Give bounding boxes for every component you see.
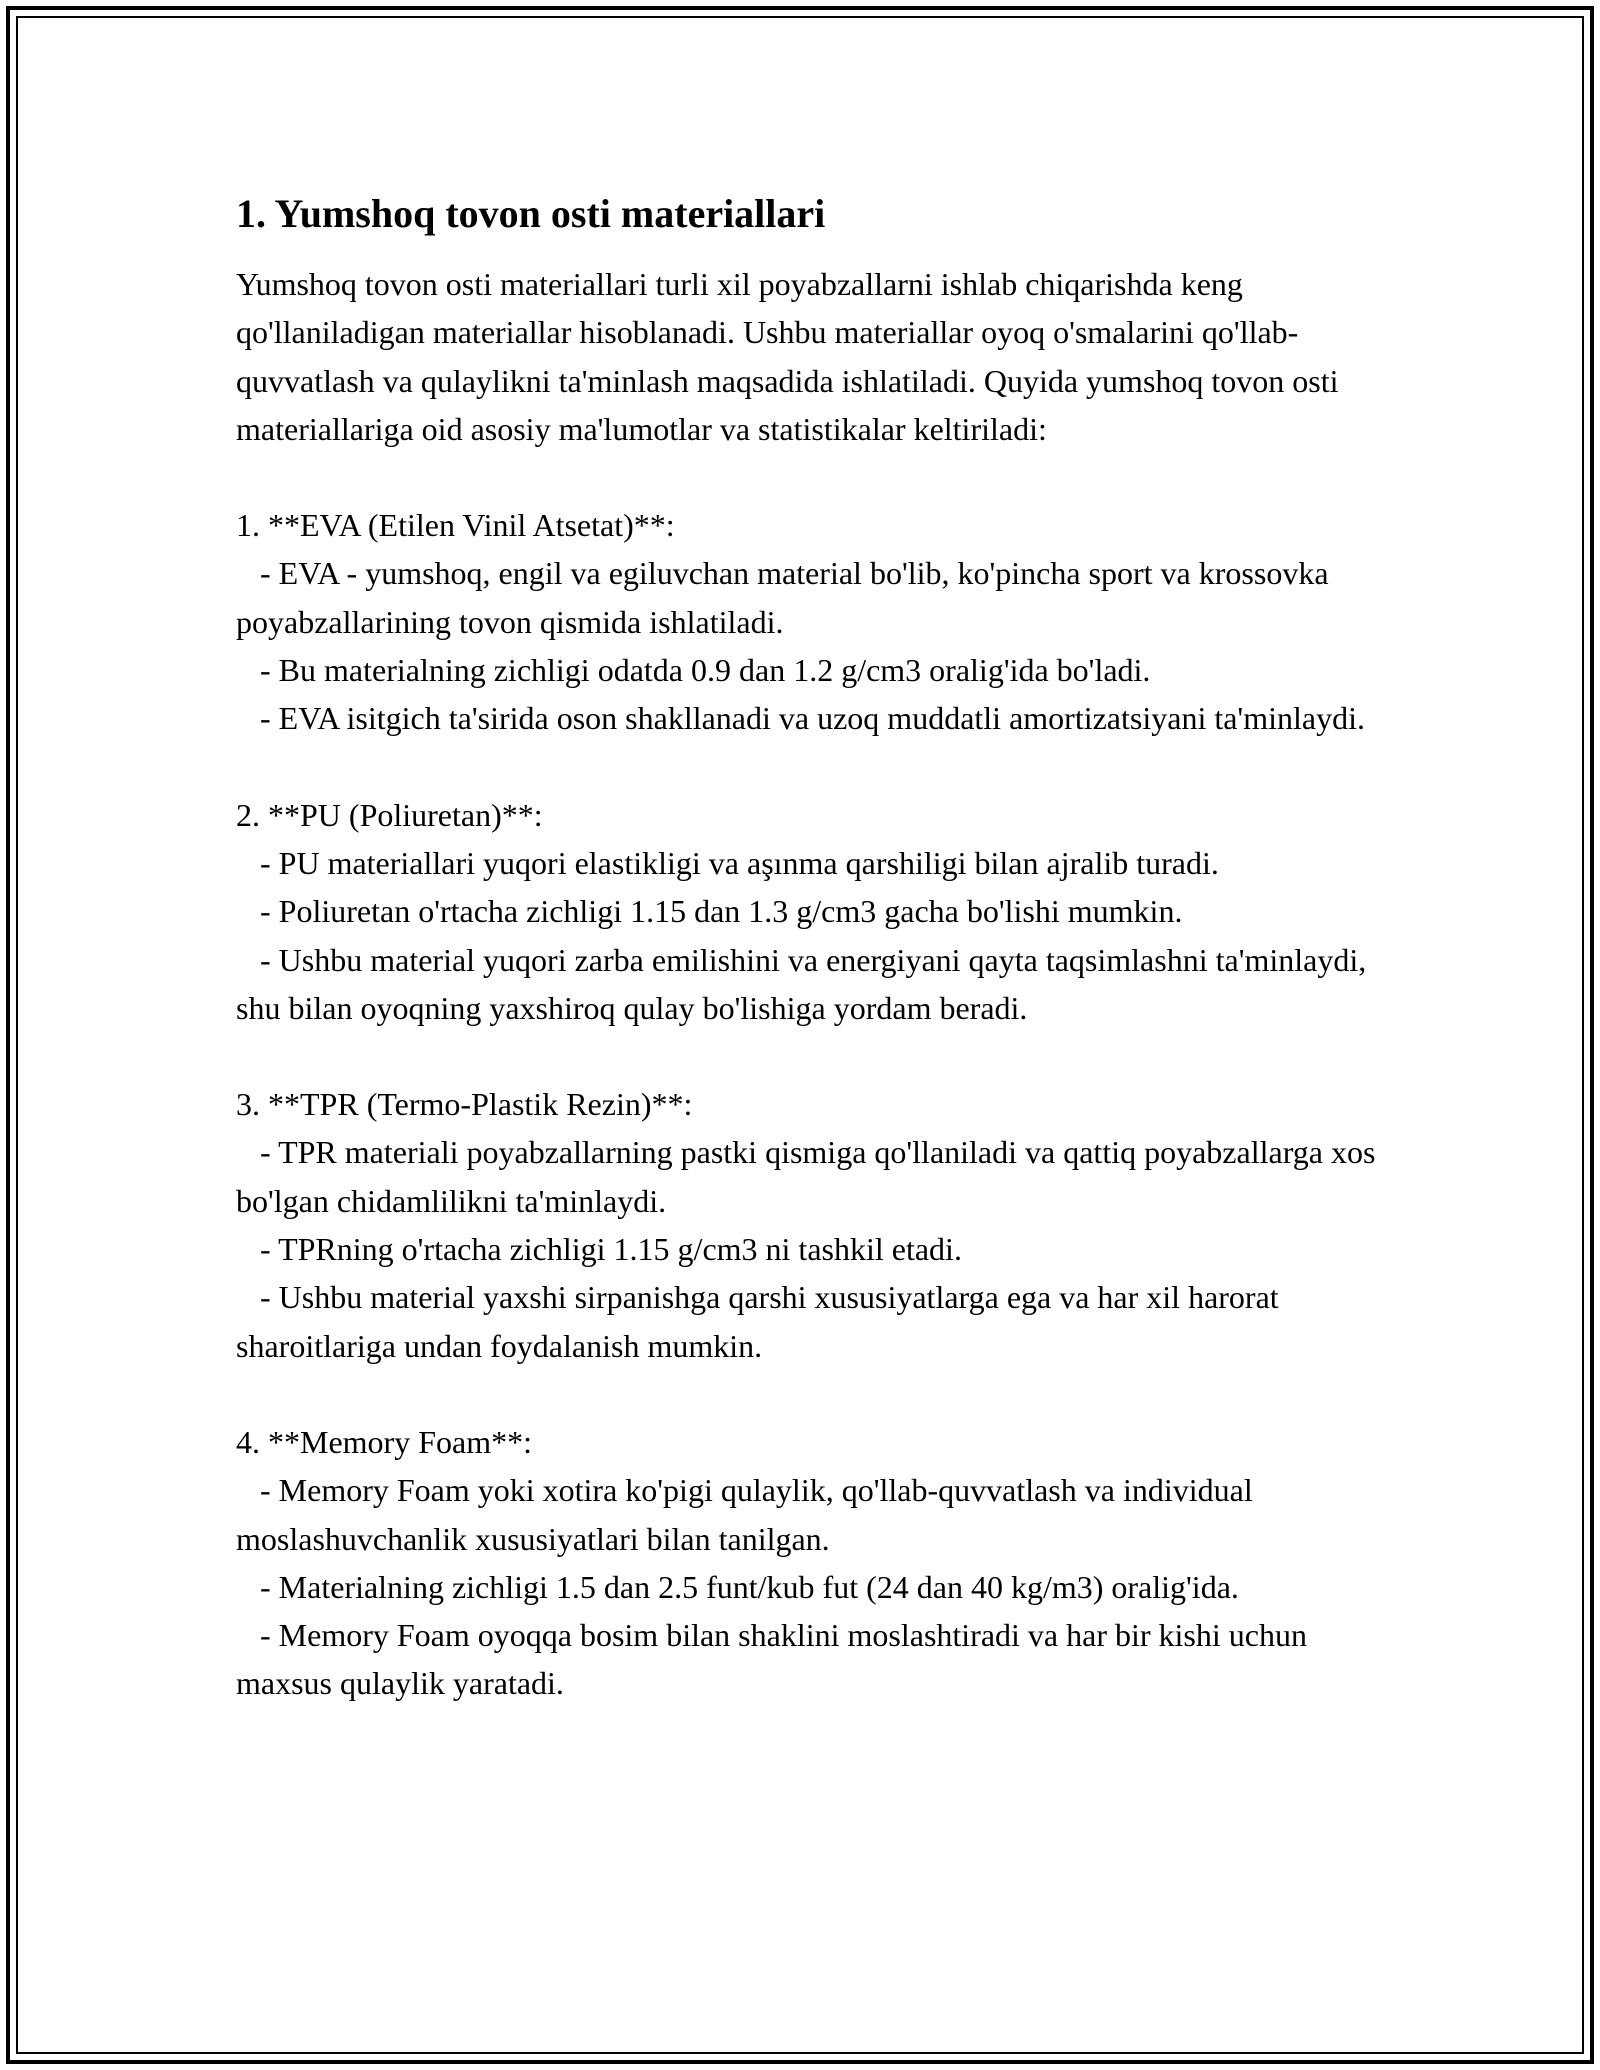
material-title: 2. **PU (Poliuretan)**: <box>236 796 543 833</box>
material-section-eva <box>236 501 1386 742</box>
material-bullet: - TPR materiali poyabzallarning pastki qismiga qo'llaniladi va qattiq poyabzallarga xos bo'lgan chidamlilikni ta'minlaydi. <box>236 1134 1384 1219</box>
material-section-memory-foam <box>236 1418 1386 1708</box>
material-bullet: - Ushbu material yuqori zarba emilishini va energiyani qayta taqsimlashni ta'minlaydi, shu bilan oyoqning yaxshiroq qulay bo'lishiga yordam beradi. <box>236 941 1375 1026</box>
material-bullet: - EVA isitgich ta'sirida oson shakllanadi va uzoq muddatli amortizatsiyani ta'minlaydi. <box>236 700 1365 737</box>
material-bullet: - Poliuretan o'rtacha zichligi 1.15 dan 1.3 g/cm3 gacha bo'lishi mumkin. <box>236 893 1183 930</box>
material-section-pu <box>236 791 1386 1032</box>
material-bullet: - Memory Foam yoki xotira ko'pigi qulaylik, qo'llab-quvvatlash va individual moslashuvchanlik xususiyatlari bilan tanilgan. <box>236 1472 1261 1557</box>
document-body <box>236 188 1386 1708</box>
intro-paragraph: Yumshoq tovon osti materiallari turli xil poyabzallarni ishlab chiqarishda keng qo'llaniladigan materiallar hisoblanadi. Ushbu materiallar oyoq o'smalarini qo'llab-quvvatlash va qulaylikni ta'minlash maqsadida ishlatiladi. Quyida yumshoq tovon osti materiallariga oid asosiy ma'lumotlar va statistikalar keltiriladi: <box>236 266 1347 447</box>
material-title: 3. **TPR (Termo-Plastik Rezin)**: <box>236 1086 693 1123</box>
material-bullet: - Materialning zichligi 1.5 dan 2.5 funt/kub fut (24 dan 40 kg/m3) oralig'ida. <box>236 1568 1239 1605</box>
material-bullet: - PU materiallari yuqori elastikligi va aşınma qarshiligi bilan ajralib turadi. <box>236 844 1219 881</box>
material-bullet: - Bu materialning zichligi odatda 0.9 dan 1.2 g/cm3 oralig'ida bo'ladi. <box>236 652 1151 689</box>
material-bullet: - Ushbu material yaxshi sirpanishga qarshi xususiyatlarga ega va har xil harorat sharoitlariga undan foydalanish mumkin. <box>236 1279 1287 1364</box>
material-title: 1. **EVA (Etilen Vinil Atsetat)**: <box>236 507 675 544</box>
section-heading: 1. Yumshoq tovon osti materiallari <box>236 191 826 236</box>
material-bullet: - Memory Foam oyoqqa bosim bilan shaklini moslashtiradi va har bir kishi uchun maxsus qulaylik yaratadi. <box>236 1617 1315 1702</box>
material-title: 4. **Memory Foam**: <box>236 1423 532 1460</box>
material-bullet: - TPRning o'rtacha zichligi 1.15 g/cm3 ni tashkil etadi. <box>236 1231 962 1268</box>
material-section-tpr <box>236 1080 1386 1370</box>
material-bullet: - EVA - yumshoq, engil va egiluvchan material bo'lib, ko'pincha sport va krossovka poyabzallarining tovon qismida ishlatiladi. <box>236 555 1337 640</box>
